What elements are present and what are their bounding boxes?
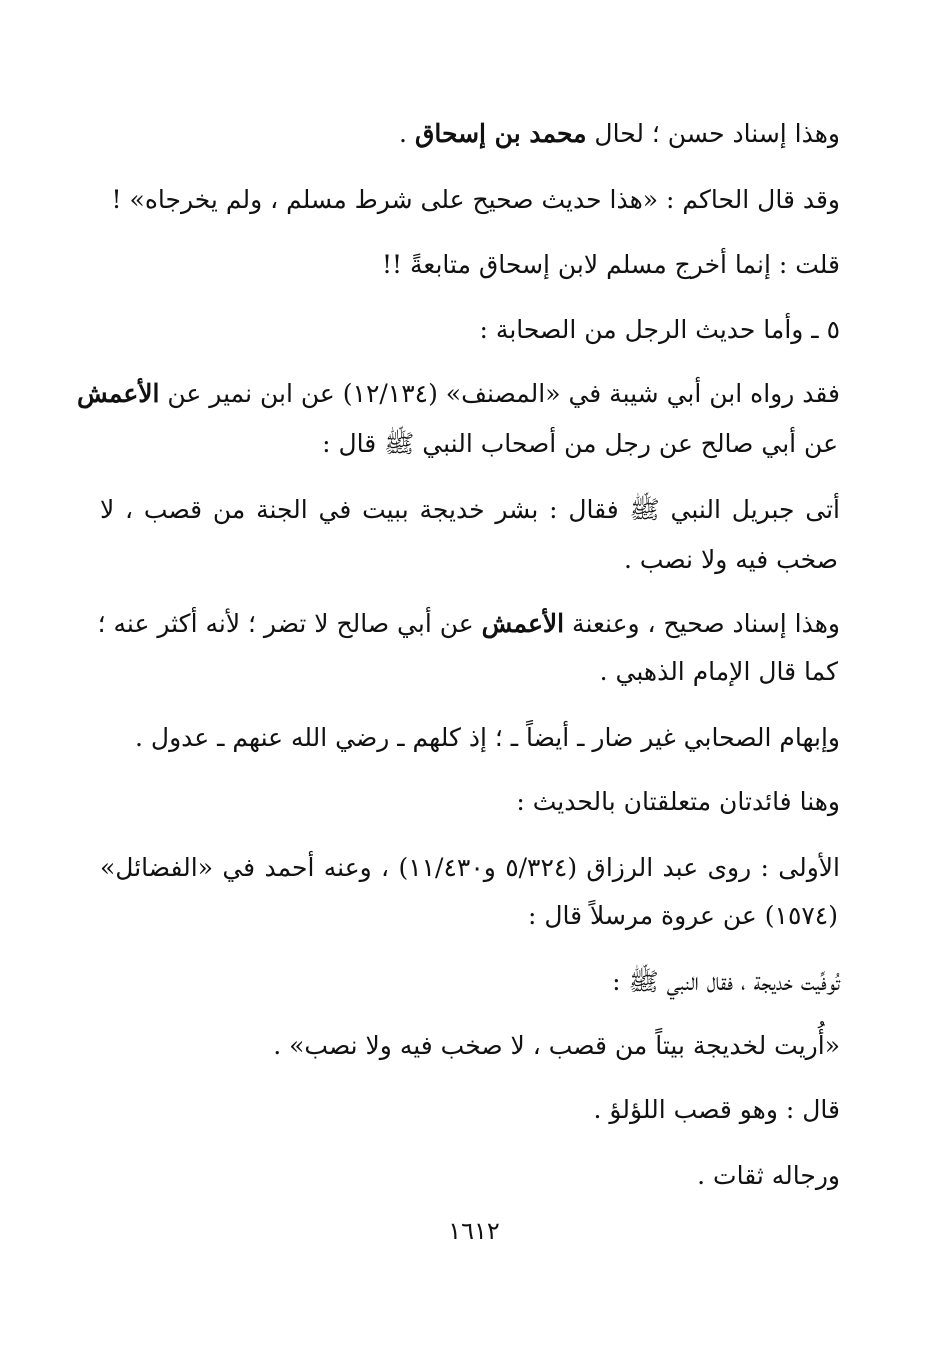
text-line-7: أتى جبريل النبي ﷺ فقال : بشر خديجة ببيت في الجنة من قصب ، لا [100,495,840,524]
bold-name: الأعمش [481,609,565,638]
text-line-6: عن أبي صالح عن رجل من أصحاب النبي ﷺ قال : [322,429,838,458]
text-line-14: (١٥٧٤) عن عروة مرسلاً قال : [527,901,838,930]
text-line-15: تُوفِّيت خديجة ، فقال النبي ﷺ : [612,967,840,996]
bold-name: محمد بن إسحاق [414,119,587,148]
text-line-18: ورجاله ثقات . [697,1161,840,1190]
text-line-4: ٥ ـ وأما حديث الرجل من الصحابة : [479,315,840,344]
text-line-12: وهنا فائدتان متعلقتان بالحديث : [516,787,840,816]
text-line-2: وقد قال الحاكم : «هذا حديث صحيح على شرط مسلم ، ولم يخرجاه» ! [111,185,840,214]
text-line-16: «أُريت لخديجة بيتاً من قصب ، لا صخب فيه ولا نصب» . [273,1031,840,1060]
text-line-13: الأولى : روى عبد الرزاق (٥/٣٢٤ و١١/٤٣٠) ، وعنه أحمد في «الفضائل» [100,853,840,882]
text-line-11: وإبهام الصحابي غير ضار ـ أيضاً ـ ؛ إذ كلهم ـ رضي الله عنهم ـ عدول . [135,723,840,752]
text-line-9: وهذا إسناد صحيح ، وعنعنة الأعمش عن أبي صالح لا تضر ؛ لأنه أكثر عنه ؛ [97,609,840,638]
text-line-10: كما قال الإمام الذهبي . [599,657,838,686]
page-number: ١٦١٢ [448,1217,500,1245]
text-line-3: قلت : إنما أخرج مسلم لابن إسحاق متابعةً !! [381,250,840,279]
text-line-17: قال : وهو قصب اللؤلؤ . [593,1095,840,1124]
text-line-5: فقد رواه ابن أبي شيبة في «المصنف» (١٢/١٣٤) عن ابن نمير عن الأعمش [77,379,840,408]
bold-name: الأعمش [77,379,160,408]
text-line-1: وهذا إسناد حسن ؛ لحال محمد بن إسحاق . [399,119,840,148]
text-line-8: صخب فيه ولا نصب . [623,545,838,574]
